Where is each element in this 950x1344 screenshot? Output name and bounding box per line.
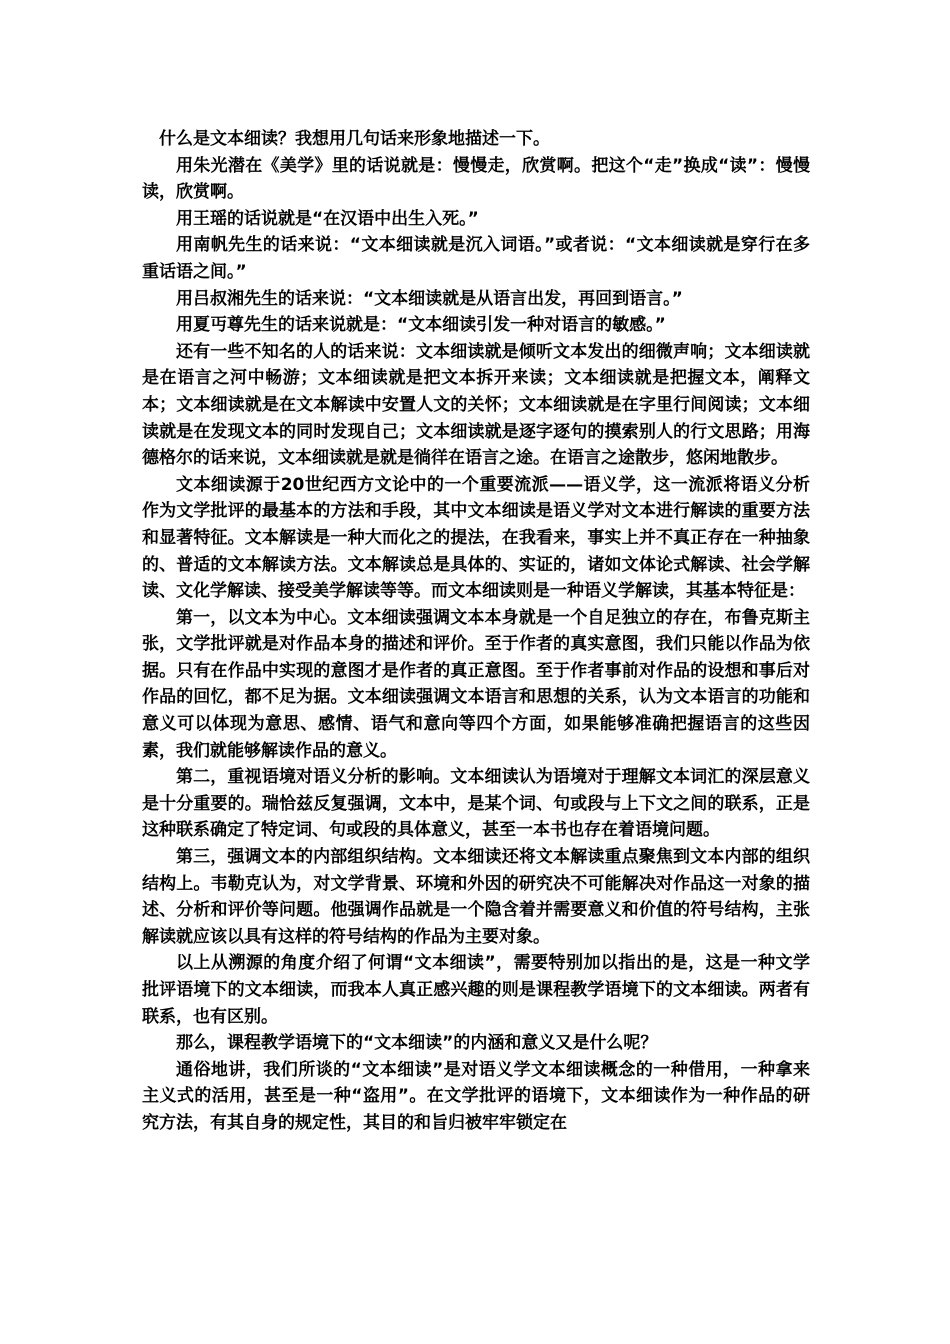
paragraph: 第一，以文本为中心。文本细读强调文本本身就是一个自足独立的存在，布鲁克斯主张，文学批评就是对作品本身的描述和评价。至于作者的真实意图，我们只能以作品为依据。只有在作品中实现的意图才是作者的真正意图。至于作者事前对作品的设想和事后对作品的回忆，都不足为据。文本细读强调文本语言和思想的关系，认为文本语言的功能和意义可以体现为意思、感情、语气和意向等四个方面，如果能够准确把握语言的这些因素，我们就能够解读作品的意义。 [142,607,810,761]
paragraph: 用南帆先生的话来说：“文本细读就是沉入词语。”或者说：“文本细读就是穿行在多重话语之间。” [142,235,810,282]
paragraph: 文本细读源于20世纪西方文论中的一个重要流派——语义学，这一流派将语义分析作为文学批评的最基本的方法和手段，其中文本细读是语义学对文本进行解读的重要方法和显著特征。文本解读是一种大而化之的提法，在我看来，事实上并不真正存在一种抽象的、普适的文本解读方法。文本解读总是具体的、实证的，诸如文体论式解读、社会学解读、文化学解读、接受美学解读等等。而文本细读则是一种语义学解读，其基本特征是： [142,474,810,602]
paragraph: 用朱光潜在《美学》里的话说就是：慢慢走，欣赏啊。把这个“走”换成“读”：慢慢读，欣赏啊。 [142,155,810,203]
paragraph: 通俗地讲，我们所谈的“文本细读”是对语义学文本细读概念的一种借用，一种拿来主义式的活用，甚至是一种“盗用”。在文学批评的语境下，文本细读作为一种作品的研究方法，有其自身的规定性，其目的和旨归被牢牢锁定在 [142,1059,810,1133]
paragraph: 那么，课程教学语境下的“文本细读”的内涵和意义又是什么呢？ [176,1033,658,1054]
document-page [142,126,810,1137]
paragraph: 以上从溯源的角度介绍了何谓“文本细读”，需要特别加以指出的是，这是一种文学批评语境下的文本细读，而我本人真正感兴趣的则是课程教学语境下的文本细读。两者有联系，也有区别。 [142,953,810,1027]
paragraph: 第二，重视语境对语义分析的影响。文本细读认为语境对于理解文本词汇的深层意义是十分重要的。瑞恰兹反复强调，文本中，是某个词、句或段与上下文之间的联系，正是这种联系确定了特定词、句或段的具体意义，甚至一本书也存在着语境问题。 [142,767,810,841]
paragraph: 还有一些不知名的人的话来说：文本细读就是倾听文本发出的细微声响；文本细读就是在语言之河中畅游；文本细读就是把文本拆开来读；文本细读就是把握文本，阐释文本；文本细读就是在文本解读中安置人文的关怀；文本细读就是在字里行间阅读；文本细读就是在发现文本的同时发现自己；文本细读就是逐字逐句的摸索别人的行文思路；用海德格尔的话来说，文本细读就是就是徜徉在语言之途。在语言之途散步，悠闲地散步。 [142,341,810,469]
paragraph: 用夏丏尊先生的话来说就是：“文本细读引发一种对语言的敏感。” [176,315,666,336]
paragraph: 第三，强调文本的内部组织结构。文本细读还将文本解读重点聚焦到文本内部的组织结构上。韦勒克认为，对文学背景、环境和外因的研究决不可能解决对作品这一对象的描述、分析和评价等问题。他强调作品就是一个隐含着并需要意义和价值的符号结构，主张解读就应该以具有这样的符号结构的作品为主要对象。 [142,847,810,947]
paragraph: 什么是文本细读？我想用几句话来形象地描述一下。 [159,129,550,149]
paragraph: 用王瑶的话说就是“在汉语中出生入死。” [176,208,479,229]
paragraph: 用吕叔湘先生的话来说：“文本细读就是从语言出发，再回到语言。” [176,288,683,309]
